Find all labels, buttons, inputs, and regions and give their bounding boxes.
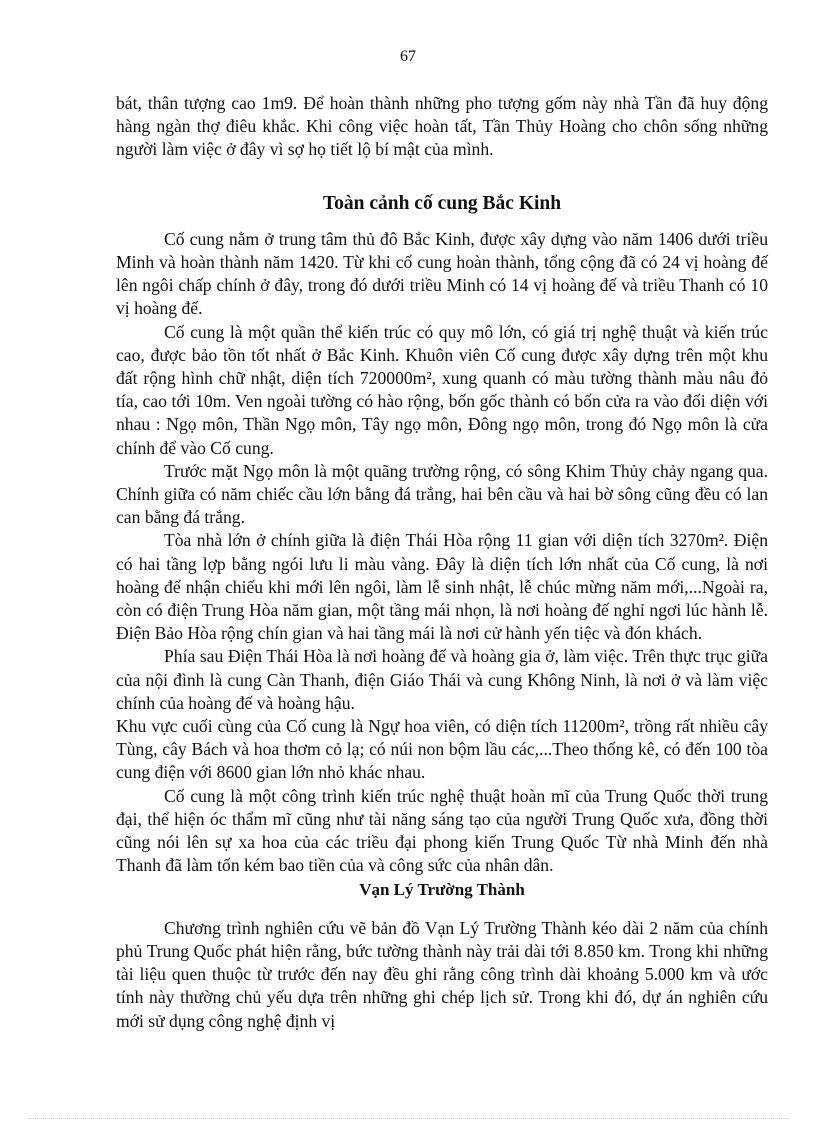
page-bottom-divider — [28, 1118, 788, 1119]
section-title-forbidden-city: Toàn cảnh cố cung Bắc Kinh — [322, 192, 562, 214]
page-content — [116, 92, 768, 1033]
paragraph: Tòa nhà lớn ở chính giữa là điện Thái Hòa rộng 11 gian với diện tích 3270m². Điện có hai tầng lợp bằng ngói lưu li màu vàng. Đây là diện tích lớn nhất của Cố cung, là nơi hoàng đế nhận chiếu khi mới lên ngôi, làm lễ sinh nhật, lễ chúc mừng năm mới,...Ngoài ra, còn có điện Trung Hòa năm gian, một tầng mái nhọn, là nơi hoàng đế nghỉ ngơi lúc hành lễ. Điện Bảo Hòa rộng chín gian và hai tầng mái là nơi cử hành yến tiệc và đón khách. — [116, 530, 768, 644]
paragraph: Trước mặt Ngọ môn là một quãng trường rộng, có sông Khim Thủy chảy ngang qua. Chính giữa có năm chiếc cầu lớn bằng đá trắng, hai bên cầu và hai bờ sông cũng đều có lan can bằng đá trắng. — [116, 460, 768, 528]
paragraph: Cố cung là một quần thể kiến trúc có quy mô lớn, có giá trị nghệ thuật và kiến trúc cao, được bảo tồn tốt nhất ở Bắc Kinh. Khuôn viên Cố cung được xây dựng trên một khu đất rộng hình chữ nhật, diện tích 720000m², xung quanh có màu tường thành màu nâu đỏ tía, cao tới 10m. Ven ngoài tường có hào rộng, bốn gốc thành có bốn cửa ra vào đối diện với nhau : Ngọ môn, Thần Ngọ môn, Tây ngọ môn, Đông ngọ môn, trong đó Ngọ môn là cửa chính để vào Cố cung. — [116, 321, 768, 458]
paragraph: Phía sau Điện Thái Hòa là nơi hoàng đế và hoàng gia ở, làm việc. Trên thực trục giữa của nội đình là cung Càn Thanh, điện Giáo Thái và cung Không Ninh, là nơi ở và làm việc chính của hoàng đế và hoàng hậu. — [116, 646, 768, 713]
page-number: 67 — [400, 48, 416, 65]
intro-paragraph: bát, thân tượng cao 1m9. Để hoàn thành những pho tượng gốm này nhà Tần đã huy động hàng ngàn thợ điêu khắc. Khi công việc hoàn tất, Tần Thủy Hoàng cho chôn sống những người làm việc ở đây vì sợ họ tiết lộ bí mật của mình. — [116, 93, 768, 160]
paragraph: Cố cung nằm ở trung tâm thủ đô Bắc Kinh, được xây dựng vào năm 1406 dưới triều Minh và hoàn thành năm 1420. Từ khi cố cung hoàn thành, tổng cộng đã có 24 vị hoàng đế lên ngôi chấp chính ở đây, trong đó dưới triều Minh có 14 vị hoàng đế và triều Thanh có 10 vị hoàng đế. — [116, 228, 768, 319]
paragraph-no-indent: Khu vực cuối cùng của Cố cung là Ngự hoa viên, có diện tích 11200m², trồng rất nhiều cây Tùng, cây Bách và hoa thơm cỏ lạ; có núi non bộm lầu các,...Theo thống kê, có đến 100 tòa cung điện với 8600 gian lớn nhỏ khác nhau. — [116, 716, 768, 783]
section-title-great-wall: Vạn Lý Trường Thành — [359, 879, 525, 899]
closing-paragraph: Cố cung là một công trình kiến trúc nghệ thuật hoàn mĩ của Trung Quốc thời trung đại, thể hiện óc thẩm mĩ cũng như tài năng sáng tạo của người Trung Quốc xưa, đồng thời cũng nói lên sự xa hoa của các triều đại phong kiến Trung Quốc Từ nhà Minh đến nhà Thanh đã làm tốn kém bao tiền của và công sức của nhân dân. — [116, 785, 768, 876]
paragraph: Chương trình nghiên cứu vẽ bản đồ Vạn Lý Trường Thành kéo dài 2 năm của chính phủ Trung Quốc phát hiện rằng, bức tường thành này trải dài tới 8.850 km. Trong khi những tài liệu quen thuộc từ trước đến nay đều ghi rằng công trình dài khoảng 5.000 km và ước tính này thường chủ yếu dựa trên những ghi chép lịch sử. Trong khi đó, dự án nghiên cứu mới sử dụng công nghệ định vị — [116, 917, 768, 1031]
